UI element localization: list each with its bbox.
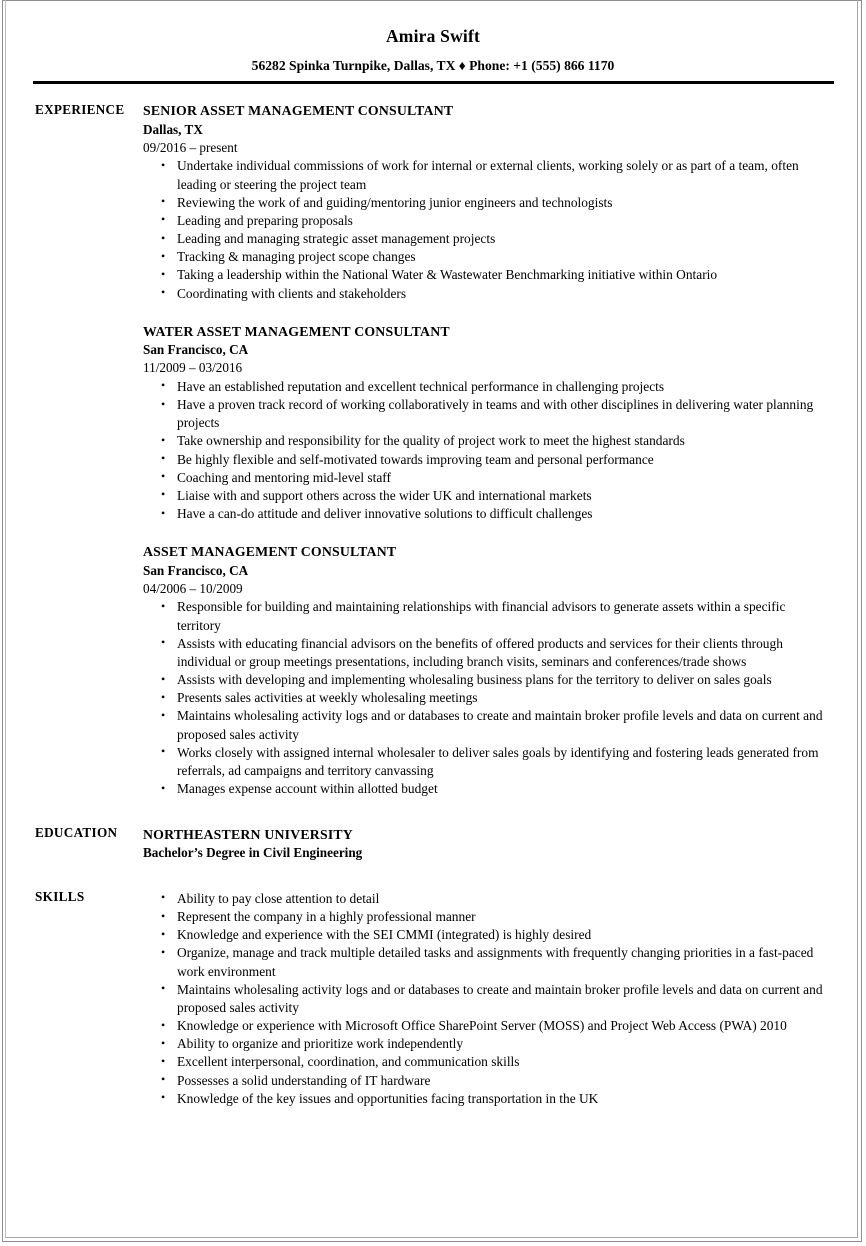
list-item: • Presents sales activities at weekly wholesaling meetings <box>155 689 830 707</box>
job-bullet-list <box>143 157 830 302</box>
job-bullet-list <box>143 378 830 523</box>
skills-bullet-list <box>143 890 830 1108</box>
job-location: San Francisco, CA <box>143 562 249 578</box>
education-degree: Bachelor’s Degree in Civil Engineering <box>143 845 363 861</box>
education-section <box>0 825 866 863</box>
header-divider <box>33 81 834 84</box>
list-item: • Represent the company in a highly professional manner <box>155 908 830 926</box>
contact-line: 56282 Spinka Turnpike, Dallas, TX ♦ Phone: +1 (555) 866 1170 <box>251 58 615 74</box>
spacer <box>143 523 830 543</box>
section-label-education: EDUCATION <box>35 825 118 841</box>
job-bullet-list <box>143 598 830 798</box>
job-title: WATER ASSET MANAGEMENT CONSULTANT <box>143 323 450 339</box>
list-item: • Knowledge or experience with Microsoft Office SharePoint Server (MOSS) and Project Web Access (PWA) 2010 <box>155 1017 830 1035</box>
job-dates: 04/2006 – 10/2009 <box>143 580 243 596</box>
list-item: • Knowledge of the key issues and opportunities facing transportation in the UK <box>155 1090 830 1108</box>
list-item: • Have a proven track record of working collaboratively in teams and with other disciplines in delivering water planning projects <box>155 396 830 432</box>
list-item: • Assists with developing and implementing wholesaling business plans for the territory to deliver on sales goals <box>155 671 830 689</box>
list-item: • Works closely with assigned internal wholesaler to deliver sales goals by identifying and fostering leads generated from referrals, ad campaigns and territory canvassing <box>155 744 830 780</box>
list-item: • Undertake individual commissions of work for internal or external clients, working solely or as part of a team, often leading or steering the project team <box>155 157 830 193</box>
education-body <box>143 825 866 863</box>
skills-body <box>143 889 866 1108</box>
list-item: • Possesses a solid understanding of IT hardware <box>155 1072 830 1090</box>
job-title: SENIOR ASSET MANAGEMENT CONSULTANT <box>143 103 454 119</box>
job-dates: 09/2016 – present <box>143 139 238 155</box>
list-item: • Organize, manage and track multiple detailed tasks and assignments with frequently changing priorities in a fast-paced work environment <box>155 944 830 980</box>
section-label-skills: SKILLS <box>35 888 85 904</box>
spacer <box>0 798 866 825</box>
list-item: • Maintains wholesaling activity logs and or databases to create and maintain broker profile levels and data on current and proposed sales activity <box>155 707 830 743</box>
candidate-name: Amira Swift <box>385 26 481 46</box>
list-item: • Assists with educating financial advisors on the benefits of offered products and services for their clients through individual or group meetings presentations, including branch visits, seminars and conferences/trade shows <box>155 635 830 671</box>
list-item: • Liaise with and support others across the wider UK and international markets <box>155 487 830 505</box>
list-item: • Taking a leadership within the National Water & Wastewater Benchmarking initiative within Ontario <box>155 266 830 284</box>
resume-header <box>0 27 866 84</box>
list-item: • Have an established reputation and excellent technical performance in challenging projects <box>155 378 830 396</box>
list-item: • Take ownership and responsibility for the quality of project work to meet the highest standards <box>155 432 830 450</box>
list-item: • Ability to pay close attention to detail <box>155 890 830 908</box>
list-item: • Maintains wholesaling activity logs and or databases to create and maintain broker profile levels and data on current and proposed sales activity <box>155 981 830 1017</box>
list-item: • Excellent interpersonal, coordination, and communication skills <box>155 1053 830 1071</box>
spacer <box>143 303 830 323</box>
list-item: • Responsible for building and maintaining relationships with financial advisors to generate assets within a specific territory <box>155 598 830 634</box>
education-school: NORTHEASTERN UNIVERSITY <box>143 827 353 843</box>
list-item: • Leading and preparing proposals <box>155 212 830 230</box>
list-item: • Knowledge and experience with the SEI CMMI (integrated) is highly desired <box>155 926 830 944</box>
list-item: • Have a can-do attitude and deliver innovative solutions to difficult challenges <box>155 505 830 523</box>
job-location: Dallas, TX <box>143 121 203 137</box>
job-dates: 11/2009 – 03/2016 <box>143 360 243 376</box>
list-item: • Coordinating with clients and stakeholders <box>155 285 830 303</box>
job-entry <box>143 323 830 524</box>
experience-section <box>0 102 866 798</box>
job-entry <box>143 102 830 303</box>
skills-section <box>0 889 866 1108</box>
list-item: • Manages expense account within allotted budget <box>155 780 830 798</box>
experience-body <box>143 102 866 798</box>
job-location: San Francisco, CA <box>143 342 249 358</box>
list-item: • Leading and managing strategic asset management projects <box>155 230 830 248</box>
list-item: • Tracking & managing project scope changes <box>155 248 830 266</box>
list-item: • Be highly flexible and self-motivated towards improving team and personal performance <box>155 451 830 469</box>
list-item: • Coaching and mentoring mid-level staff <box>155 469 830 487</box>
list-item: • Ability to organize and prioritize work independently <box>155 1035 830 1053</box>
job-title: ASSET MANAGEMENT CONSULTANT <box>143 544 397 560</box>
section-label-experience: EXPERIENCE <box>35 102 125 118</box>
list-item: • Reviewing the work of and guiding/mentoring junior engineers and technologists <box>155 194 830 212</box>
job-entry <box>143 543 830 798</box>
spacer <box>0 863 866 889</box>
